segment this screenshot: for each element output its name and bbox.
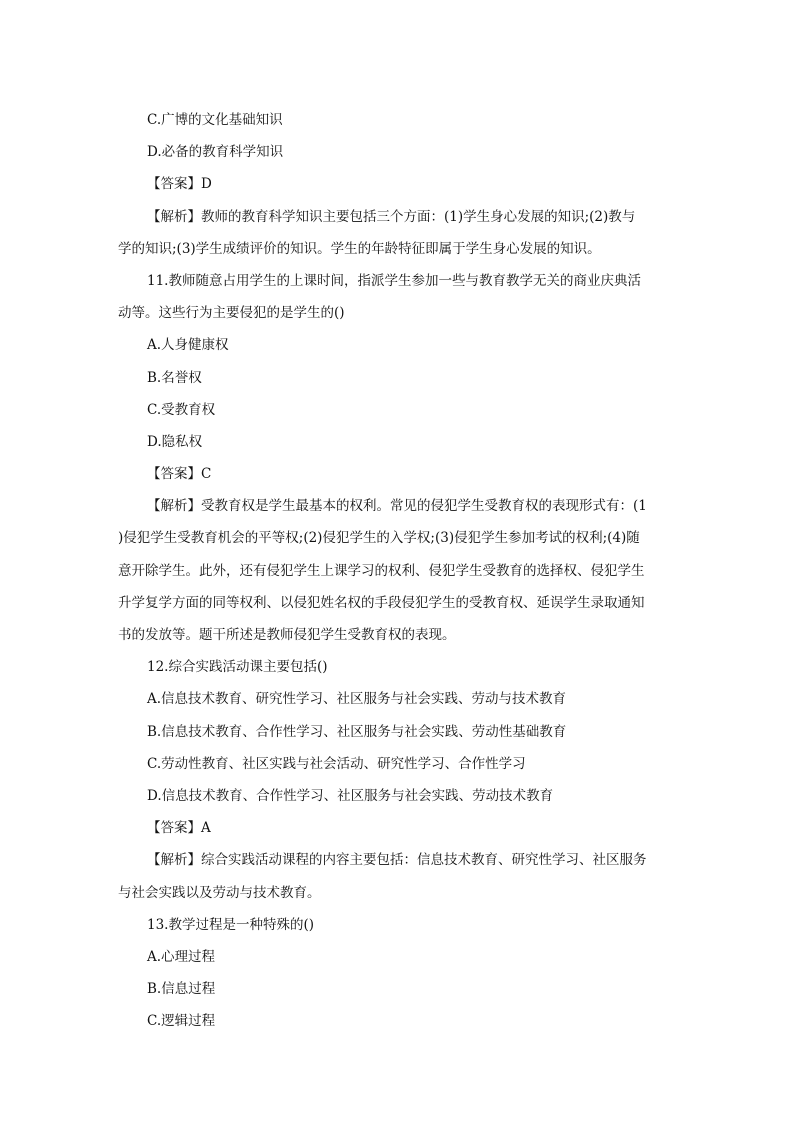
analysis-line-continued: 升学复学方面的同等权利、以侵犯姓名权的手段侵犯学生的受教育权、延误学生录取通知 [118, 594, 645, 611]
option-c-line: C.广博的文化基础知识 [147, 112, 283, 128]
answer-line: 【答案】C [147, 466, 212, 483]
option-b-line: B.信息过程 [147, 981, 216, 998]
option-d-line: D.隐私权 [147, 433, 203, 450]
analysis-line-continued: 书的发放等。题干所述是教师侵犯学生受教育权的表现。 [118, 627, 456, 643]
option-d-line: D.信息技术教育、合作性学习、社区服务与社会实践、劳动技术教育 [147, 787, 554, 804]
analysis-line-continued: 与社会实践以及劳动与技术教育。 [118, 884, 321, 901]
option-b-line: B.信息技术教育、合作性学习、社区服务与社会实践、劳动性基础教育 [147, 723, 567, 740]
analysis-line-continued: 学的知识;(3)学生成绩评价的知识。学生的年龄特征即属于学生身心发展的知识。 [118, 240, 601, 257]
option-d-line: D.必备的教育科学知识 [147, 144, 284, 161]
analysis-line-continued: )侵犯学生受教育机会的平等权;(2)侵犯学生的入学权;(3)侵犯学生参加考试的权利;(4)随 [118, 530, 640, 547]
question-13-line: 13.教学过程是一种特殊的() [147, 916, 315, 933]
option-a-line: A.心理过程 [147, 948, 216, 965]
option-c-line: C.逻辑过程 [147, 1013, 216, 1030]
analysis-line: 【解析】综合实践活动课程的内容主要包括：信息技术教育、研究性学习、社区服务 [147, 852, 647, 869]
option-b-line: B.名誉权 [147, 369, 202, 386]
answer-line: 【答案】D [147, 176, 212, 193]
question-11-line-continued: 动等。这些行为主要侵犯的是学生的() [118, 305, 345, 322]
answer-line: 【答案】A [147, 820, 211, 837]
analysis-line: 【解析】教师的教育科学知识主要包括三个方面：(1)学生身心发展的知识;(2)教与 [147, 208, 636, 225]
option-c-line: C.劳动性教育、社区实践与社会活动、研究性学习、合作性学习 [147, 755, 526, 772]
option-c-line: C.受教育权 [147, 401, 216, 418]
question-11-line: 11.教师随意占用学生的上课时间，指派学生参加一些与教育教学无关的商业庆典活 [147, 272, 641, 289]
option-a-line: A.信息技术教育、研究性学习、社区服务与社会实践、劳动与技术教育 [147, 691, 567, 708]
analysis-line-continued: 意开除学生。此外，还有侵犯学生上课学习的权利、侵犯学生受教育的选择权、侵犯学生 [118, 562, 645, 579]
document-body [118, 106, 678, 1039]
question-12-line: 12.综合实践活动课主要包括() [147, 659, 328, 676]
option-a-line: A.人身健康权 [147, 337, 229, 354]
analysis-line: 【解析】受教育权是学生最基本的权利。常见的侵犯学生受教育权的表现形式有：(1 [147, 498, 647, 515]
